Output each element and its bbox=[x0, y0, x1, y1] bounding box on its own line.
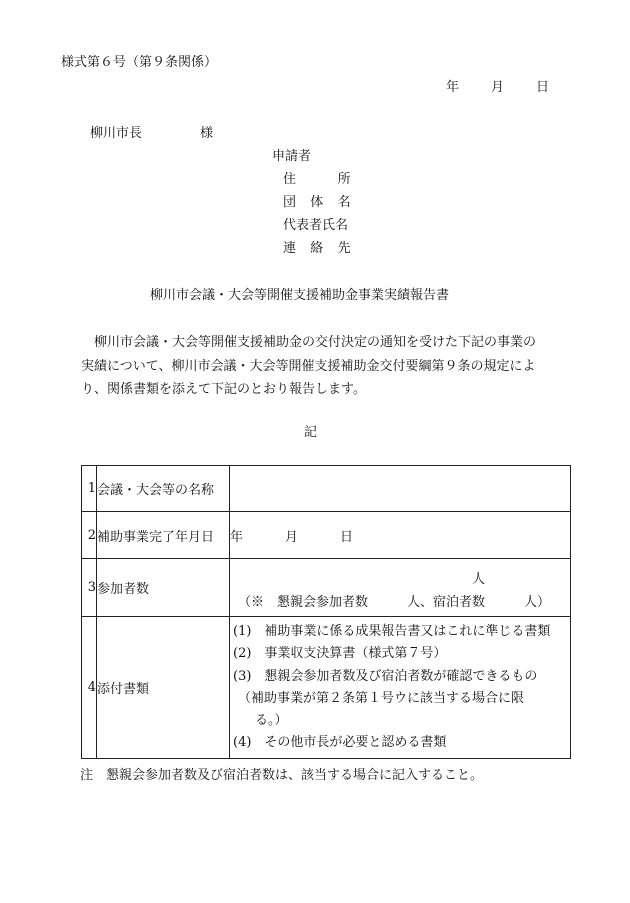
applicant-address-label: 住所 bbox=[283, 172, 393, 187]
list-item-continuation: （補助事業が第２条第１号ウに該当する場合に限 bbox=[238, 690, 525, 706]
row-label: 添付書類 bbox=[97, 617, 230, 759]
row-label: 補助事業完了年月日 bbox=[97, 512, 230, 559]
applicant-heading: 申請者 bbox=[272, 149, 312, 164]
addressee-honorific: 様 bbox=[200, 126, 214, 141]
row-number: 1 bbox=[82, 466, 97, 512]
completion-day: 日 bbox=[340, 529, 354, 545]
row-label: 会議・大会等の名称 bbox=[97, 466, 230, 512]
completion-month: 月 bbox=[285, 529, 299, 545]
row-number: 4 bbox=[82, 617, 97, 759]
addressee bbox=[90, 126, 213, 142]
completion-year: 年 bbox=[230, 529, 244, 545]
completion-date-field[interactable] bbox=[230, 512, 571, 559]
date-month: 月 bbox=[491, 80, 505, 95]
date-year: 年 bbox=[446, 80, 460, 95]
row-number: 2 bbox=[82, 512, 97, 559]
participant-unit: 人 bbox=[472, 572, 486, 587]
participant-note: （※ 懇親会参加者数 人、宿泊者数 人） bbox=[238, 595, 551, 610]
row-label: 参加者数 bbox=[97, 559, 230, 617]
applicant-contact-label: 連絡先 bbox=[283, 241, 365, 256]
applicant-representative-label: 代表者氏名 bbox=[283, 218, 349, 233]
body-line-1: 柳川市会議・大会等開催支援補助金の交付決定の通知を受けた下記の事業の bbox=[94, 335, 537, 350]
date-day: 日 bbox=[536, 80, 550, 95]
submission-date bbox=[446, 80, 549, 96]
list-item: (2) 事業収支決算書（様式第７号） bbox=[233, 646, 447, 662]
body-line-2: 実績について、柳川市会議・大会等開催支援補助金交付要綱第９条の規定によ bbox=[81, 358, 536, 374]
body-paragraph bbox=[81, 331, 571, 402]
event-name-field[interactable] bbox=[230, 466, 571, 512]
body-line-3: り、関係書類を添えて下記のとおり報告します。 bbox=[81, 382, 366, 397]
participant-count-field[interactable] bbox=[230, 559, 571, 617]
list-item: (1) 補助事業に係る成果報告書又はこれに準じる書類 bbox=[233, 624, 551, 639]
table-row bbox=[82, 466, 571, 512]
ki-heading: 記 bbox=[304, 425, 318, 440]
row-number: 3 bbox=[82, 559, 97, 617]
table-row bbox=[82, 512, 571, 559]
applicant-group-label: 団体名 bbox=[283, 195, 365, 210]
table-row bbox=[82, 617, 571, 759]
table-row bbox=[82, 559, 571, 617]
addressee-name: 柳川市長 bbox=[90, 126, 143, 141]
list-item-continuation: る。） bbox=[255, 713, 288, 729]
document-title: 柳川市会議・大会等開催支援補助金事業実績報告書 bbox=[150, 288, 450, 303]
attachments-list bbox=[230, 617, 571, 759]
report-items-table bbox=[81, 465, 571, 759]
form-number: 様式第６号（第９条関係） bbox=[61, 55, 218, 70]
list-item: (3) 懇親会参加者数及び宿泊者数が確認できるもの bbox=[233, 668, 538, 684]
list-item: (4) その他市長が必要と認める書類 bbox=[233, 735, 447, 751]
footnote: 注 懇親会参加者数及び宿泊者数は、該当する場合に記入すること。 bbox=[80, 768, 484, 783]
